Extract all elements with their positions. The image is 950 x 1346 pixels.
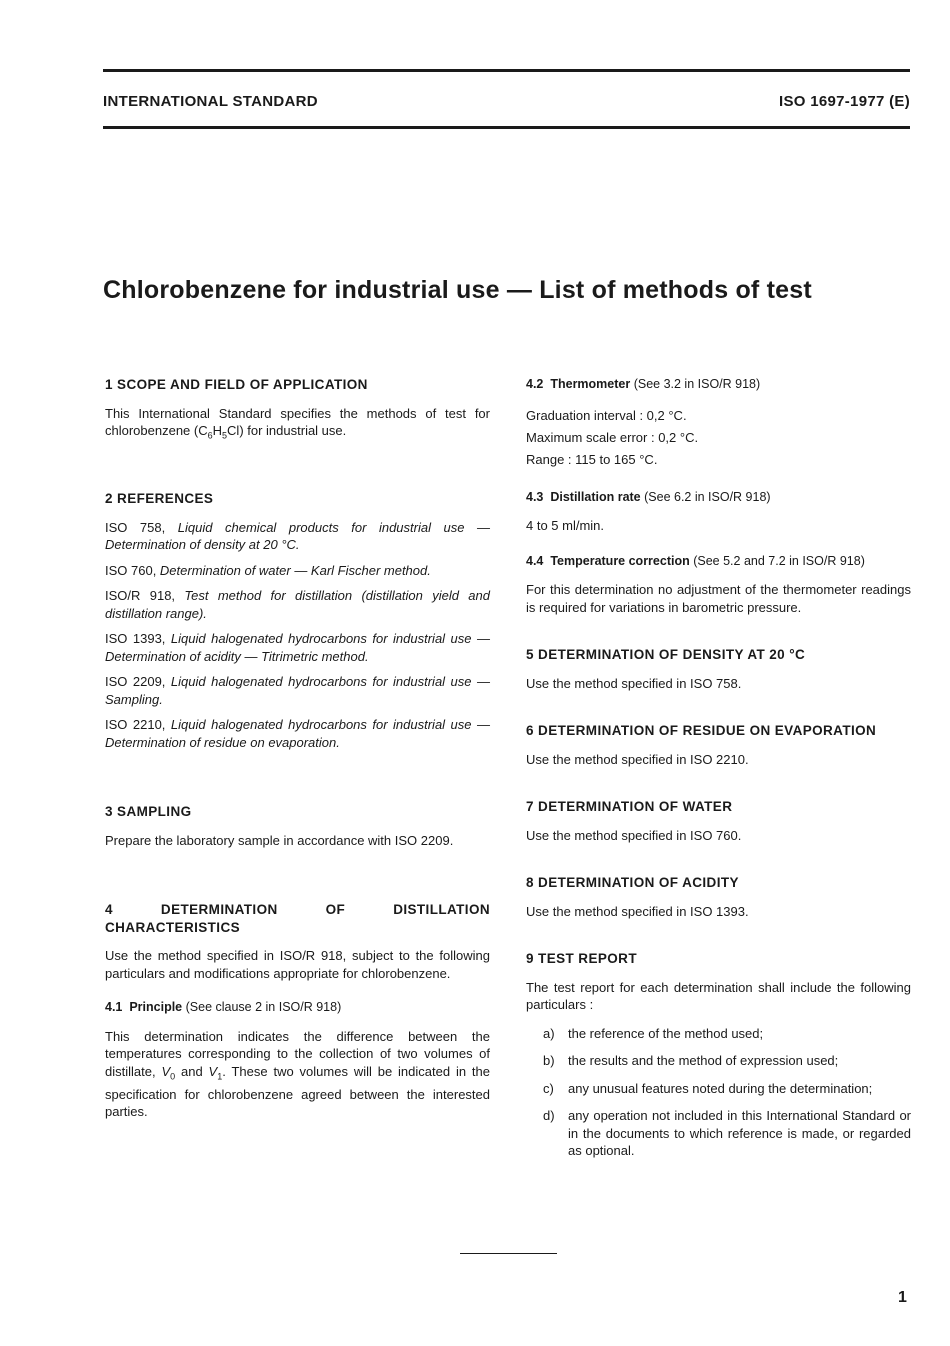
section-8-heading: 8 DETERMINATION OF ACIDITY [526, 875, 739, 890]
spec-line: Graduation interval : 0,2 °C. [526, 407, 687, 423]
section-1-text: This International Standard specifies the methods of test for chlorobenzene $(C_6H_5Cl)$ for industrial use. [105, 405, 490, 441]
header-document-code: ISO 1697-1977 (E) [778, 93, 910, 110]
subsection-4-3-text: 4 to 5 ml/min. [526, 518, 605, 533]
section-3-text: Prepare the laboratory sample in accordance with ISO 2209. [105, 832, 454, 848]
reference-item: ISO/R 918, Test method for distillation (distillation yield and distillation range). [105, 588, 491, 621]
section-2-heading: 2 REFERENCES [105, 491, 214, 507]
reference-item: ISO 758, Liquid chemical products for industrial use — Determination of density at 20 °C. [105, 519, 491, 553]
header-top-rule [103, 69, 910, 72]
section-9-text: The test report for each determination shall include the following particulars : [526, 979, 911, 1012]
list-item: d) any operation not included in this International Standard or in the documents to which reference is made, or regarded as optional. [543, 1108, 911, 1158]
section-9-heading: 9 TEST REPORT [526, 951, 637, 966]
section-8-text: Use the method specified in ISO 1393. [526, 903, 749, 919]
right-column [526, 376, 911, 1160]
list-item: c) any unusual features noted during the determination; [543, 1080, 873, 1096]
section-7-heading: 7 DETERMINATION OF WATER [526, 799, 733, 814]
list-item: a) the reference of the method used; [543, 1025, 764, 1041]
section-6-text: Use the method specified in ISO 2210. [526, 751, 749, 767]
section-4-text: Use the method specified in ISO/R 918, subject to the following particulars and modifications appropriate for chlorobenzene. [105, 948, 490, 981]
section-7-text: Use the method specified in ISO 760. [526, 827, 742, 843]
document-title: Chlorobenzene for industrial use — List of methods of test [103, 276, 812, 304]
footer-rule [460, 1253, 557, 1254]
subsection-4-2-heading: 4.2 Thermometer (See 3.2 in ISO/R 918) [526, 377, 761, 391]
reference-item: ISO 1393, Liquid halogenated hydrocarbons for industrial use — Determination of acidity — Titrimetric method. [105, 631, 490, 664]
left-column [105, 376, 490, 1121]
header-bottom-rule [103, 126, 910, 129]
section-4-heading: 4 DETERMINATION OF DISTILLATION CHARACTERISTICS [105, 902, 490, 935]
list-item: b) the results and the method of expression used; [543, 1053, 839, 1068]
thermometer-specs [526, 405, 911, 471]
reference-item: ISO 760, Determination of water — Karl Fischer method. [105, 562, 431, 578]
section-5-heading: 5 DETERMINATION OF DENSITY AT 20 °C [526, 647, 806, 662]
subsection-4-4-text: For this determination no adjustment of the thermometer readings is required for variations in barometric pressure. [526, 582, 911, 615]
reference-item: ISO 2209, Liquid halogenated hydrocarbons for industrial use — Sampling. [105, 674, 490, 707]
section-6-heading: 6 DETERMINATION OF RESIDUE ON EVAPORATION [526, 723, 877, 738]
reference-item: ISO 2210, Liquid halogenated hydrocarbons for industrial use — Determination of residue on evaporation. [105, 717, 490, 750]
subsection-4-1-text: This determination indicates the difference between the temperatures corresponding to the collection of two volumes of distillate, $V_0$ and $V_1$. These two volumes will be indicated in the specification for chlorobenzene agreed between the interested parties. [105, 1028, 490, 1120]
subsection-4-1-heading: 4.1 Principle (See clause 2 in ISO/R 918) [105, 1000, 342, 1015]
section-3-heading: 3 SAMPLING [105, 804, 192, 820]
subsection-4-4-heading: 4.4 Temperature correction (See 5.2 and 7.2 in ISO/R 918) [526, 553, 865, 568]
section-5-text: Use the method specified in ISO 758. [526, 675, 742, 691]
page-number: 1 [898, 1289, 907, 1306]
spec-line: Range : 115 to 165 °C. [526, 451, 658, 467]
section-1-heading: 1 SCOPE AND FIELD OF APPLICATION [105, 377, 368, 392]
spec-line: Maximum scale error : 0,2 °C. [526, 429, 699, 445]
header-standard-label: INTERNATIONAL STANDARD [103, 93, 318, 110]
subsection-4-3-heading: 4.3 Distillation rate (See 6.2 in ISO/R 918) [526, 489, 771, 504]
